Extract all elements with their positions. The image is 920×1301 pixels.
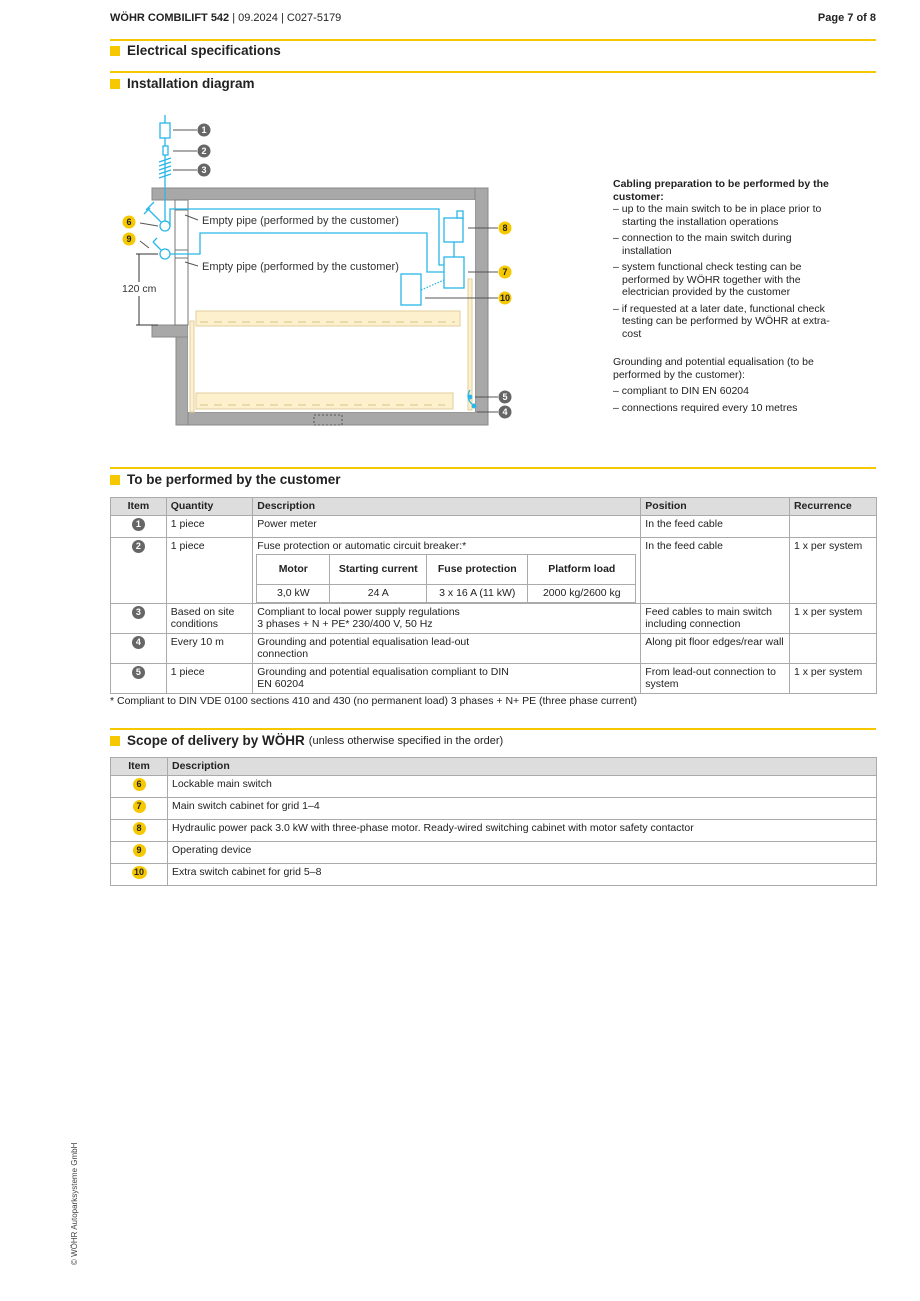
grounding-item: – connections required every 10 metres: [613, 401, 798, 414]
grounding-item: – compliant to DIN EN 60204: [613, 385, 749, 397]
copyright: © WÖHR Autoparksysteme GmbH: [70, 1142, 79, 1265]
table-row: 9 Operating device: [111, 841, 877, 863]
svg-text:6: 6: [126, 217, 132, 227]
grounding-heading: Grounding and potential equalisation (to be performed by the customer):: [613, 356, 814, 381]
page-number: Page 7 of 8: [817, 12, 876, 24]
bullet-square-icon: [110, 736, 120, 746]
bullet-square-icon: [110, 46, 120, 56]
document-id: WÖHR COMBILIFT 542 | 09.2024 | C027-5179: [110, 12, 342, 24]
table-row: 4 Every 10 m Grounding and potential equalisation lead-out connection Along pit floor edges/rear wall: [111, 633, 877, 663]
item-badge: 7: [133, 800, 146, 813]
footnote: * Compliant to DIN VDE 0100 sections 410 and 430 (no permanent load) 3 phases + N+ PE (three phase current): [110, 695, 638, 707]
item-badge: 5: [132, 666, 145, 679]
divider: [110, 71, 876, 73]
cabling-item: – system functional check testing can be performed by WÖHR together with the electrician provided by the customer: [613, 261, 802, 298]
cabling-heading: Cabling preparation to be performed by the customer:: [613, 178, 829, 203]
divider: [110, 467, 876, 469]
bullet-square-icon: [110, 79, 120, 89]
cabling-notes: [613, 178, 843, 414]
item-badge: 9: [133, 844, 146, 857]
section-installation: Installation diagram: [110, 76, 255, 91]
divider: [110, 728, 876, 730]
svg-text:10: 10: [499, 293, 511, 303]
table-row: 2 1 piece Fuse protection or automatic circuit breaker:* Motor Starting current Fuse protection Platform load 3,0 kW 24 A 3 x 16 A (11 kW) 2000 kg/2600 kg In the feed cable 1 x per system: [111, 537, 877, 603]
section-scope: Scope of delivery by WÖHR (unless otherwise specified in the order): [110, 733, 503, 748]
item-badge: 10: [132, 866, 147, 879]
svg-text:4: 4: [502, 407, 508, 417]
page-header: [110, 12, 876, 24]
divider: [110, 39, 876, 41]
table-row: 10 Extra switch cabinet for grid 5–8: [111, 863, 877, 885]
item-badge: 3: [132, 606, 145, 619]
svg-text:3: 3: [201, 165, 207, 175]
table-row: 6 Lockable main switch: [111, 775, 877, 797]
section-electrical: Electrical specifications: [110, 43, 281, 58]
svg-text:8: 8: [502, 223, 508, 233]
table-row: 7 Main switch cabinet for grid 1–4: [111, 797, 877, 819]
scope-table: [110, 757, 877, 886]
empty-pipe-label: Empty pipe (performed by the customer): [202, 215, 399, 227]
item-badge: 8: [133, 822, 146, 835]
table-header-row: Item Description: [111, 758, 877, 776]
item-badge: 4: [132, 636, 145, 649]
empty-pipe-label: Empty pipe (performed by the customer): [202, 261, 399, 273]
svg-text:9: 9: [126, 234, 132, 244]
section-customer: To be performed by the customer: [110, 472, 341, 487]
table-header-row: Item Quantity Description Position Recurrence: [111, 498, 877, 516]
svg-text:1: 1: [201, 125, 207, 135]
fuse-table: Motor Starting current Fuse protection Platform load 3,0 kW 24 A 3 x 16 A (11 kW) 2000 kg/2600 kg: [256, 554, 636, 603]
height-label: 120 cm: [122, 283, 157, 295]
item-badge: 1: [132, 518, 145, 531]
svg-text:2: 2: [201, 146, 207, 156]
table-row: 1 1 piece Power meter In the feed cable: [111, 515, 877, 537]
table-row: 8 Hydraulic power pack 3.0 kW with three-phase motor. Ready-wired switching cabinet with motor safety contactor: [111, 819, 877, 841]
bullet-square-icon: [110, 475, 120, 485]
customer-table: [110, 497, 877, 694]
table-row: 5 1 piece Grounding and potential equalisation compliant to DIN EN 60204 From lead-out connection to system 1 x per system: [111, 663, 877, 693]
svg-text:7: 7: [502, 267, 508, 277]
item-badge: 2: [132, 540, 145, 553]
installation-diagram: [100, 100, 520, 440]
table-row: 3 Based on site conditions Compliant to local power supply regulations 3 phases + N + PE* 230/400 V, 50 Hz Feed cables to main switch including connection 1 x per system: [111, 603, 877, 633]
cabling-item: – up to the main switch to be in place prior to starting the installation operations: [613, 203, 822, 228]
cabling-item: – connection to the main switch during installation: [613, 232, 792, 257]
svg-text:5: 5: [502, 392, 508, 402]
item-badge: 6: [133, 778, 146, 791]
cabling-item: – if requested at a later date, functional check testing can be performed by WÖHR at extra-cost: [613, 302, 830, 340]
